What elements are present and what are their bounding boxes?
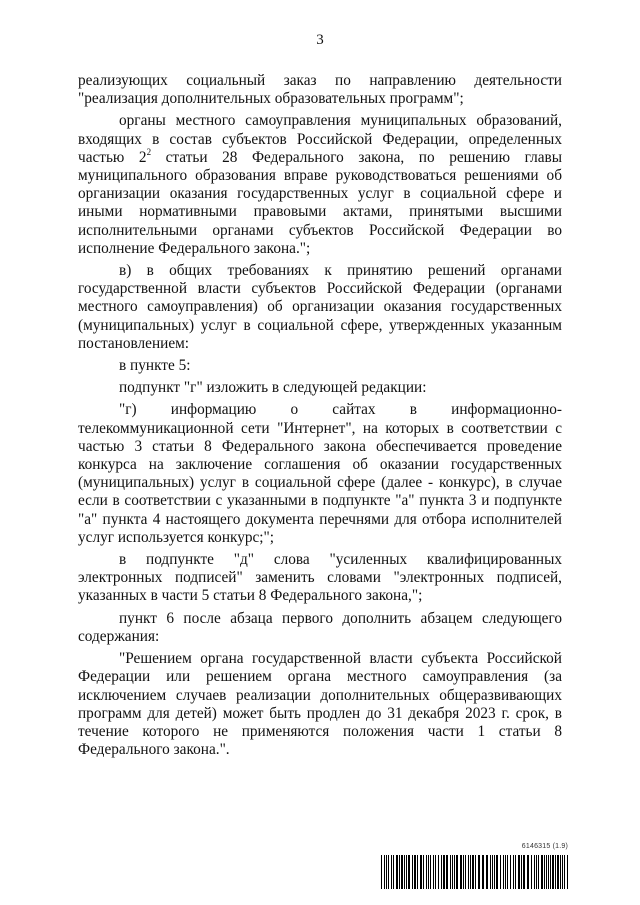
- page-number: 3: [316, 32, 324, 48]
- paragraph-6: "г) информацию о сайтах в информационно-телекоммуникационной сети "Интернет", на которых в соответствии с частью 3 статьи 8 Федерального закона обеспечивается проведение конкурса на заключение соглашения об оказании государственных (муниципальных) услуг в социальной сфере (далее - конкурс), в случае если в соответствии с указанными в подпункте "а" пункта 3 и подпункте "а" пункта 4 настоящего документа перечнями для отбора исполнителей услуг используется конкурс;";: [78, 401, 562, 546]
- paragraph-2: [78, 112, 562, 258]
- paragraph-9: "Решением органа государственной власти субъекта Российской Федерации или решением органа местного самоуправления (за исключением случаев реализации дополнительных общеразвивающих программ для детей) может быть продлен до 31 декабря 2023 г. срок, в течение которого не применяются положения части 1 статьи 8 Федерального закона.".: [78, 650, 562, 759]
- paragraph-5: подпункт "г" изложить в следующей редакции:: [119, 379, 427, 397]
- paragraph-8: пункт 6 после абзаца первого дополнить абзацем следующего содержания:: [78, 609, 562, 645]
- paragraph-2-text-a: органы местного самоуправления муниципальных образований, входящих в состав субъектов Российской Федерации, определенных частью 2: [78, 112, 562, 166]
- paragraph-2-text-b: статьи 28 Федерального закона, по решению главы муниципального образования вправе руководствоваться решениями об организации оказания государственных услуг в социальной сфере и иными нормативными правовыми актами, принятыми высшими исполнительными органами субъектов Российской Федерации во исполнение Федерального закона.";: [78, 148, 562, 257]
- barcode-block: [381, 843, 568, 891]
- paragraph-1: реализующих социальный заказ по направлению деятельности "реализация дополнительных образовательных программ";: [78, 72, 562, 108]
- paragraph-7: в подпункте "д" слова "усиленных квалифицированных электронных подписей" заменить словами "электронных подписей, указанных в части 5 статьи 8 Федерального закона,";: [78, 551, 562, 605]
- barcode-icon: [381, 855, 568, 889]
- paragraph-4: в пункте 5:: [119, 357, 191, 375]
- superscript: 2: [146, 146, 152, 157]
- document-body: [78, 72, 562, 759]
- barcode-id: 6146315 (1.9): [521, 843, 568, 850]
- paragraph-3: в) в общих требованиях к принятию решений органами государственной власти субъектов Российской Федерации (органами местного самоуправления) об организации оказания государственных (муниципальных) услуг в социальной сфере, утвержденных указанным постановлением:: [78, 262, 562, 352]
